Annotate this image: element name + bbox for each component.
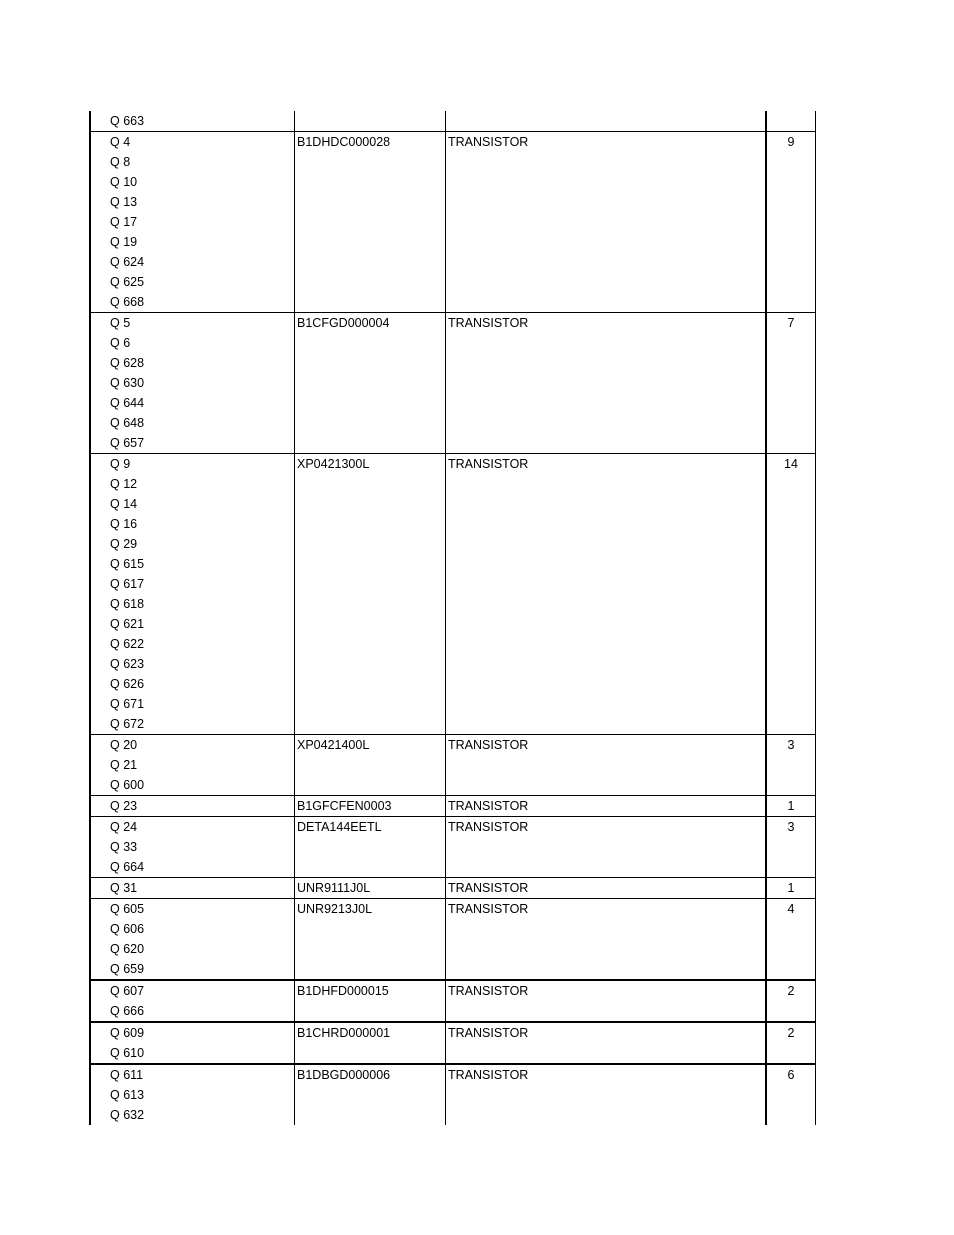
reference-cell (90, 454, 295, 735)
reference-designator: Q 626 (110, 677, 145, 691)
part-number-text: B1DHDC000028 (297, 135, 391, 149)
quantity-cell (766, 313, 816, 454)
description-cell (446, 1064, 767, 1125)
part-number-text: B1CHRD000001 (297, 1026, 391, 1040)
reference-designator: Q 14 (110, 497, 138, 511)
quantity-text: 6 (787, 1068, 795, 1082)
parts-list-body (90, 111, 816, 1125)
description-text: TRANSISTOR (448, 1026, 529, 1040)
description-cell (446, 313, 767, 454)
description-text: TRANSISTOR (448, 457, 529, 471)
reference-designator: Q 31 (110, 881, 138, 895)
quantity-cell (766, 1064, 816, 1125)
description-cell (446, 454, 767, 735)
reference-cell (90, 980, 295, 1022)
quantity-text: 3 (787, 820, 795, 834)
reference-designator: Q 613 (110, 1088, 145, 1102)
reference-designator: Q 644 (110, 396, 145, 410)
reference-cell (90, 735, 295, 796)
quantity-text: 14 (784, 457, 798, 471)
table-row (90, 796, 816, 817)
description-cell (446, 980, 767, 1022)
part-number-text: B1DHFD000015 (297, 984, 389, 998)
description-cell (446, 111, 767, 132)
quantity-text: 1 (787, 881, 795, 895)
reference-designator: Q 663 (110, 114, 145, 128)
reference-designator: Q 24 (110, 820, 138, 834)
description-text: TRANSISTOR (448, 820, 529, 834)
reference-designator: Q 671 (110, 697, 145, 711)
part-number-text: DETA144EETL (297, 820, 382, 834)
description-cell (446, 796, 767, 817)
part-number-cell (295, 454, 446, 735)
reference-designator: Q 19 (110, 235, 138, 249)
reference-designator: Q 657 (110, 436, 145, 450)
table-row (90, 454, 816, 735)
reference-designator: Q 12 (110, 477, 138, 491)
reference-designator: Q 607 (110, 984, 145, 998)
reference-designator: Q 23 (110, 799, 138, 813)
quantity-cell (766, 132, 816, 313)
reference-cell (90, 1064, 295, 1125)
reference-designator: Q 625 (110, 275, 145, 289)
part-number-text: B1GFCFEN0003 (297, 799, 392, 813)
description-cell (446, 735, 767, 796)
table-row (90, 899, 816, 981)
reference-designator: Q 611 (110, 1068, 144, 1082)
quantity-cell (766, 878, 816, 899)
reference-cell (90, 1022, 295, 1064)
reference-designator: Q 632 (110, 1108, 145, 1122)
table-row (90, 132, 816, 313)
quantity-cell (766, 1022, 816, 1064)
reference-cell (90, 111, 295, 132)
parts-list-table (89, 111, 816, 1125)
description-cell (446, 1022, 767, 1064)
part-number-cell (295, 796, 446, 817)
description-text: TRANSISTOR (448, 316, 529, 330)
reference-designator: Q 628 (110, 356, 145, 370)
reference-cell (90, 899, 295, 981)
part-number-cell (295, 111, 446, 132)
reference-designator: Q 21 (110, 758, 138, 772)
quantity-text: 4 (787, 902, 795, 916)
reference-designator: Q 618 (110, 597, 145, 611)
reference-designator: Q 648 (110, 416, 145, 430)
description-cell (446, 132, 767, 313)
reference-cell (90, 132, 295, 313)
quantity-cell (766, 980, 816, 1022)
description-text: TRANSISTOR (448, 799, 529, 813)
reference-designator: Q 617 (110, 577, 145, 591)
reference-designator: Q 609 (110, 1026, 145, 1040)
table-row (90, 878, 816, 899)
part-number-text: XP0421300L (297, 457, 370, 471)
table-row (90, 1022, 816, 1064)
quantity-cell (766, 454, 816, 735)
reference-designator: Q 5 (110, 316, 131, 330)
part-number-text: XP0421400L (297, 738, 370, 752)
quantity-cell (766, 735, 816, 796)
quantity-cell (766, 817, 816, 878)
reference-designator: Q 8 (110, 155, 131, 169)
part-number-cell (295, 735, 446, 796)
reference-designator: Q 610 (110, 1046, 145, 1060)
quantity-cell (766, 899, 816, 981)
reference-designator: Q 33 (110, 840, 138, 854)
table-row (90, 735, 816, 796)
part-number-cell (295, 817, 446, 878)
reference-designator: Q 4 (110, 135, 131, 149)
quantity-text: 9 (787, 135, 795, 149)
part-number-cell (295, 132, 446, 313)
reference-designator: Q 672 (110, 717, 145, 731)
description-text: TRANSISTOR (448, 1068, 529, 1082)
table-row (90, 980, 816, 1022)
reference-designator: Q 10 (110, 175, 138, 189)
part-number-cell (295, 1064, 446, 1125)
part-number-text: B1DBGD000006 (297, 1068, 391, 1082)
table-row (90, 111, 816, 132)
reference-designator: Q 29 (110, 537, 138, 551)
part-number-cell (295, 1022, 446, 1064)
part-number-cell (295, 878, 446, 899)
quantity-text: 2 (787, 984, 795, 998)
reference-designator: Q 623 (110, 657, 145, 671)
reference-designator: Q 606 (110, 922, 145, 936)
quantity-text: 7 (787, 316, 795, 330)
description-cell (446, 817, 767, 878)
part-number-text: UNR9213J0L (297, 902, 373, 916)
description-text: TRANSISTOR (448, 984, 529, 998)
description-cell (446, 878, 767, 899)
description-cell (446, 899, 767, 981)
reference-cell (90, 817, 295, 878)
reference-designator: Q 605 (110, 902, 145, 916)
part-number-cell (295, 899, 446, 981)
reference-cell (90, 878, 295, 899)
table-row (90, 1064, 816, 1125)
description-text: TRANSISTOR (448, 135, 529, 149)
reference-cell (90, 796, 295, 817)
table-row (90, 313, 816, 454)
reference-designator: Q 664 (110, 860, 145, 874)
part-number-text: UNR9111J0L (297, 881, 371, 895)
reference-designator: Q 20 (110, 738, 138, 752)
reference-cell (90, 313, 295, 454)
quantity-text: 1 (787, 799, 795, 813)
reference-designator: Q 621 (110, 617, 145, 631)
reference-designator: Q 659 (110, 962, 145, 976)
reference-designator: Q 16 (110, 517, 138, 531)
reference-designator: Q 6 (110, 336, 131, 350)
reference-designator: Q 624 (110, 255, 145, 269)
reference-designator: Q 615 (110, 557, 145, 571)
reference-designator: Q 600 (110, 778, 145, 792)
quantity-cell (766, 111, 816, 132)
description-text: TRANSISTOR (448, 881, 529, 895)
reference-designator: Q 17 (110, 215, 138, 229)
reference-designator: Q 666 (110, 1004, 145, 1018)
reference-designator: Q 9 (110, 457, 131, 471)
quantity-text: 2 (787, 1026, 795, 1040)
reference-designator: Q 13 (110, 195, 138, 209)
reference-designator: Q 630 (110, 376, 145, 390)
reference-designator: Q 622 (110, 637, 145, 651)
description-text: TRANSISTOR (448, 902, 529, 916)
part-number-text: B1CFGD000004 (297, 316, 390, 330)
part-number-cell (295, 313, 446, 454)
part-number-cell (295, 980, 446, 1022)
reference-designator: Q 620 (110, 942, 145, 956)
reference-designator: Q 668 (110, 295, 145, 309)
description-text: TRANSISTOR (448, 738, 529, 752)
table-row (90, 817, 816, 878)
quantity-cell (766, 796, 816, 817)
quantity-text: 3 (787, 738, 795, 752)
